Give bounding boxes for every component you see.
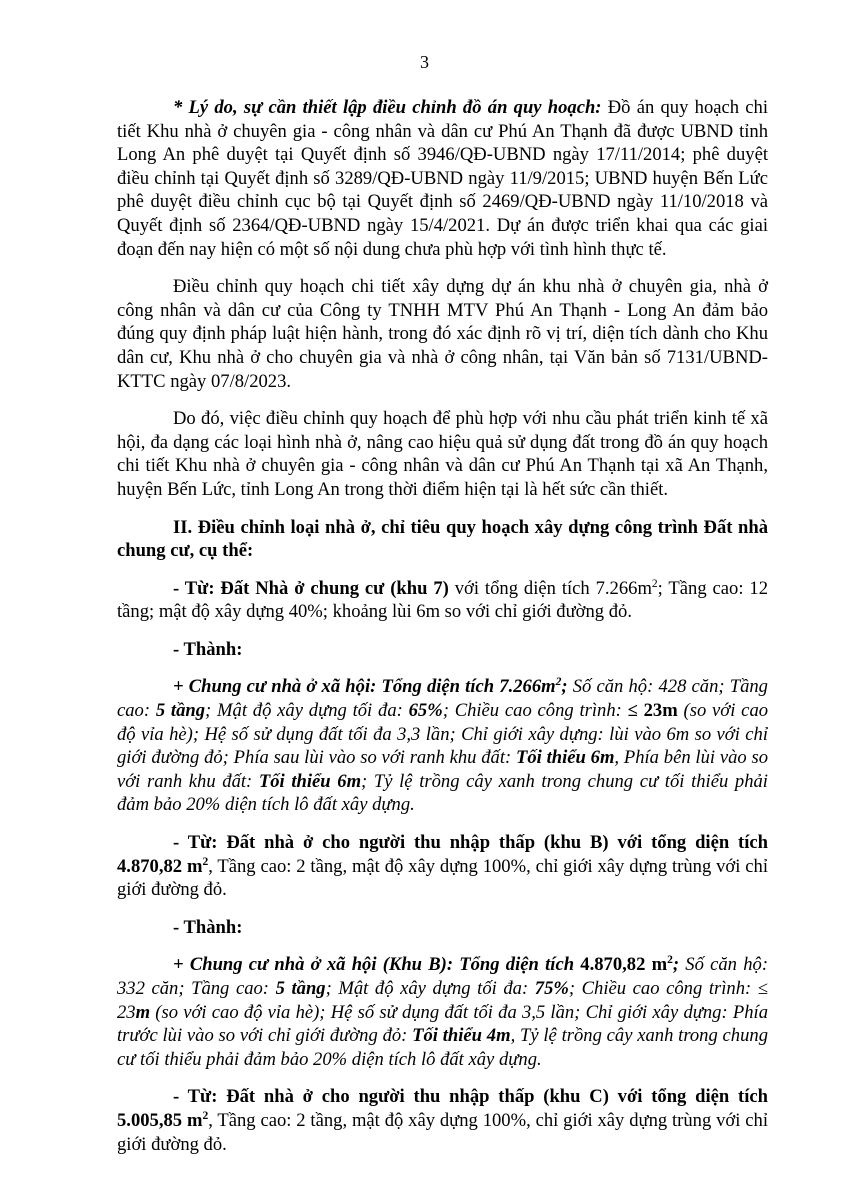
item2-t1-end: ;: [672, 954, 680, 976]
item1-from-sup: 2: [651, 577, 658, 590]
conclusion-paragraph: Do đó, việc điều chỉnh quy hoạch để phù hợp với nhu cầu phát triển kinh tế xã hội, đa dạng các loại hình nhà ở, nâng cao hiệu quả sử dụng đất trong đồ án quy hoạch chi tiết Khu nhà ở chuyên gia - công nhân và dân cư Phú An Thạnh tại xã An Thạnh, huyện Bến Lức, tỉnh Long An trong thời điểm hiện tại là hết sức cần thiết.: [117, 408, 768, 500]
item1-t2: Số căn hộ: 428 căn; Tầng cao:: [117, 676, 768, 722]
item2-t3: 5 tầng: [275, 978, 326, 999]
item1-t10: , Phía bên lùi vào so với ranh khu đất:: [117, 747, 768, 792]
item1-from: [117, 577, 768, 624]
item1-t5: 65%: [408, 700, 443, 722]
item2-t7: m: [135, 1001, 151, 1023]
document-body: [117, 96, 768, 1170]
item2-from: [117, 831, 768, 902]
item2-t1-sup: 2: [667, 954, 673, 967]
item1-t8: (so với cao độ vỉa hè); Hệ số sử dụng đất tối đa 3,3 lần; Chỉ giới xây dựng: lùi vào 6m so với chỉ giới đường đỏ; Phía sau lùi vào so với ranh khu đất:: [117, 700, 769, 769]
item2-t8: (so với cao độ vỉa hè); Hệ số sử dụng đất tối đa 3,5 lần; Chỉ giới xây dựng: Phía trước lùi vào so với chỉ giới đường đỏ:: [117, 1001, 768, 1047]
item1-t9: Tối thiểu 6m: [515, 747, 615, 769]
item2-from-rest: , Tầng cao: 2 tầng, mật độ xây dựng 100%, chỉ giới xây dựng trùng với chỉ giới đường đỏ.: [117, 855, 769, 901]
item1-t6: ; Chiều cao công trình:: [442, 700, 628, 722]
reason-heading: * Lý do, sự cần thiết lập điều chỉnh đồ án quy hoạch:: [173, 97, 602, 118]
item1-t12: ; Tỷ lệ trồng cây xanh trong chung cư tối thiểu phải đảm bảo 20% diện tích lô đất xây dựng.: [117, 770, 768, 816]
item2-t5: 75%: [534, 978, 569, 999]
item1-from-area: với tổng diện tích 7.266m: [448, 577, 652, 599]
adjustment-paragraph: Điều chỉnh quy hoạch chi tiết xây dựng dự án khu nhà ở chuyên gia, nhà ở công nhân và dân cư của Công ty TNHH MTV Phú An Thạnh - Long An đảm bảo đúng quy định pháp luật hiện hành, trong đó xác định rõ vị trí, diện tích dành cho Khu dân cư, Khu nhà ở cho chuyên gia và nhà ở công nhân, tại Văn bản số 7131/UBND-KTTC ngày 07/8/2023.: [117, 276, 768, 392]
item3-from-sup: 2: [202, 1109, 209, 1122]
item2-t10: , Tỷ lệ trồng cây xanh trong chung cư tối thiểu phải đảm bảo 20% diện tích lô đất xây dựng.: [117, 1025, 768, 1070]
item1-to-detail: [117, 675, 768, 817]
item2-from-label: - Từ: Đất nhà ở cho người thu nhập thấp (khu B) với tổng diện tích 4.870,82 m: [117, 832, 768, 877]
section-heading-ii: II. Điều chỉnh loại nhà ở, chỉ tiêu quy hoạch xây dựng công trình Đất nhà chung cư, cụ thể:: [117, 516, 768, 562]
item1-t1: + Chung cư nhà ở xã hội: Tổng diện tích 7.266m: [173, 676, 556, 698]
reason-paragraph: [117, 96, 768, 261]
item1-t3: 5 tầng: [155, 700, 206, 722]
item1-t4: ; Mật độ xây dựng tối đa:: [205, 700, 409, 722]
item3-from: [117, 1085, 768, 1156]
item1-from-rest: ; Tầng cao: 12 tầng; mật độ xây dựng 40%; khoảng lùi 6m so với chỉ giới đường đỏ.: [117, 577, 768, 623]
item3-from-rest: , Tầng cao: 2 tầng, mật độ xây dựng 100%, chỉ giới xây dựng trùng với chỉ giới đường đỏ.: [117, 1109, 769, 1155]
item1-t11: Tối thiểu 6m: [258, 770, 362, 792]
item2-t1: + Chung cư nhà ở xã hội (Khu B): Tổng diện tích: [173, 954, 581, 976]
item1-t1-end: ;: [561, 676, 568, 698]
page-number: 3: [420, 52, 429, 72]
item2-t2: Số căn hộ: 332 căn; Tầng cao:: [117, 954, 769, 999]
item2-t9: Tối thiểu 4m: [412, 1025, 511, 1047]
item2-t1b: 4.870,82 m: [580, 954, 668, 976]
item2-t6: ; Chiều cao công trình: ≤ 23: [117, 978, 768, 1023]
item1-from-label: - Từ: Đất Nhà ở chung cư (khu 7): [173, 577, 449, 599]
item1-t1-sup: 2: [555, 676, 562, 689]
item1-to-label: - Thành:: [173, 638, 243, 660]
item3-from-label: - Từ: Đất nhà ở cho người thu nhập thấp (khu C) với tổng diện tích 5.005,85 m: [117, 1086, 768, 1131]
item2-to-detail: [117, 953, 768, 1071]
item2-from-sup: 2: [202, 855, 209, 868]
reason-text: Đồ án quy hoạch chi tiết Khu nhà ở chuyên gia - công nhân và dân cư Phú An Thạnh đã được UBND tỉnh Long An phê duyệt tại Quyết định số 3946/QĐ-UBND ngày 17/11/2014; phê duyệt điều chỉnh tại Quyết định số 3289/QĐ-UBND ngày 11/9/2015; UBND huyện Bến Lức phê duyệt điều chỉnh cục bộ tại Quyết định số 2469/QĐ-UBND ngày 11/10/2018 và Quyết định số 2364/QĐ-UBND ngày 15/4/2021. Dự án được triển khai qua các giai đoạn đến nay hiện có một số nội dung chưa phù hợp với tình hình thực tế.: [117, 97, 768, 260]
item2-to-label: - Thành:: [173, 916, 243, 938]
item2-t4: ; Mật độ xây dựng tối đa:: [325, 978, 535, 999]
item1-t7: ≤ 23m: [627, 700, 678, 722]
